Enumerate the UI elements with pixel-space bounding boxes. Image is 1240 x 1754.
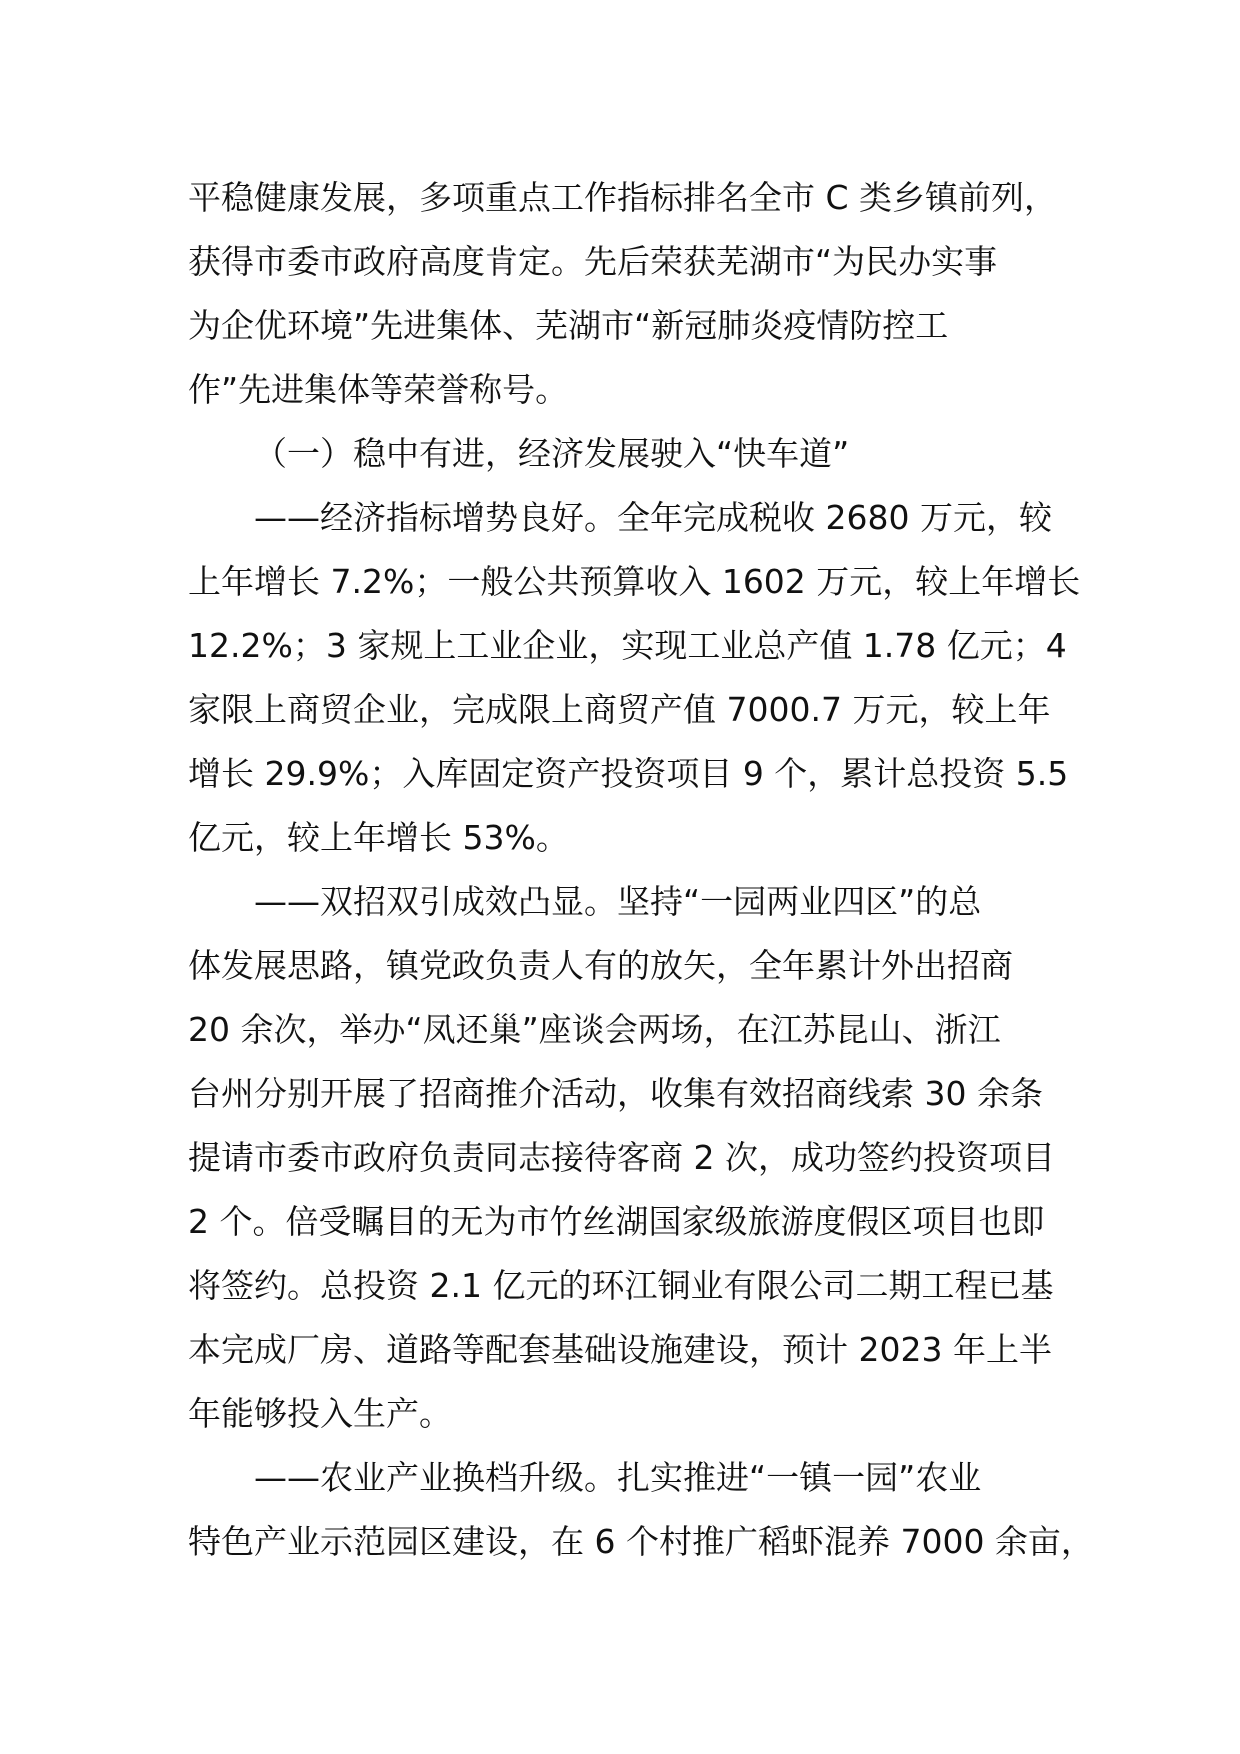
text-line: 增长 29.9%；入库固定资产投资项目 9 个，累计总投资 5.5 bbox=[188, 754, 1069, 793]
text-line: ——农业产业换档升级。扎实推进“一镇一园”农业 bbox=[254, 1458, 982, 1497]
text-line: 2 个。倍受瞩目的无为市竹丝湖国家级旅游度假区项目也即 bbox=[188, 1202, 1045, 1241]
text-line: 平稳健康发展，多项重点工作指标排名全市 C 类乡镇前列， bbox=[188, 178, 1058, 217]
text-line: 提请市委市政府负责同志接待客商 2 次，成功签约投资项目 bbox=[188, 1138, 1055, 1177]
text-line: 上年增长 7.2%；一般公共预算收入 1602 万元，较上年增长 bbox=[188, 562, 1081, 601]
text-line: 台州分别开展了招商推介活动，收集有效招商线索 30 余条 bbox=[188, 1074, 1043, 1113]
body-text bbox=[188, 166, 1094, 1574]
text-line: 作”先进集体等荣誉称号。 bbox=[188, 370, 569, 409]
text-line: 亿元，较上年增长 53%。 bbox=[188, 818, 569, 857]
text-line: 本完成厂房、道路等配套基础设施建设，预计 2023 年上半 bbox=[188, 1330, 1052, 1369]
text-line: 年能够投入生产。 bbox=[188, 1394, 452, 1433]
section-heading: （一）稳中有进，经济发展驶入“快车道” bbox=[254, 434, 850, 473]
text-line: ——经济指标增势良好。全年完成税收 2680 万元，较 bbox=[254, 498, 1052, 537]
text-line: 12.2%；3 家规上工业企业，实现工业总产值 1.78 亿元；4 bbox=[188, 626, 1067, 665]
text-line: ——双招双引成效凸显。坚持“一园两业四区”的总 bbox=[254, 882, 982, 921]
text-line: 特色产业示范园区建设，在 6 个村推广稻虾混养 7000 余亩， bbox=[188, 1522, 1094, 1561]
text-line: 获得市委市政府高度肯定。先后荣获芜湖市“为民办实事 bbox=[188, 242, 998, 281]
text-line: 将签约。总投资 2.1 亿元的环江铜业有限公司二期工程已基 bbox=[188, 1266, 1054, 1305]
text-line: 家限上商贸企业，完成限上商贸产值 7000.7 万元，较上年 bbox=[188, 690, 1051, 729]
text-line: 为企优环境”先进集体、芜湖市“新冠肺炎疫情防控工 bbox=[188, 306, 949, 345]
text-line: 20 余次，举办“凤还巢”座谈会两场，在江苏昆山、浙江 bbox=[188, 1010, 1001, 1049]
text-line: 体发展思路，镇党政负责人有的放矢，全年累计外出招商 bbox=[188, 946, 1013, 985]
